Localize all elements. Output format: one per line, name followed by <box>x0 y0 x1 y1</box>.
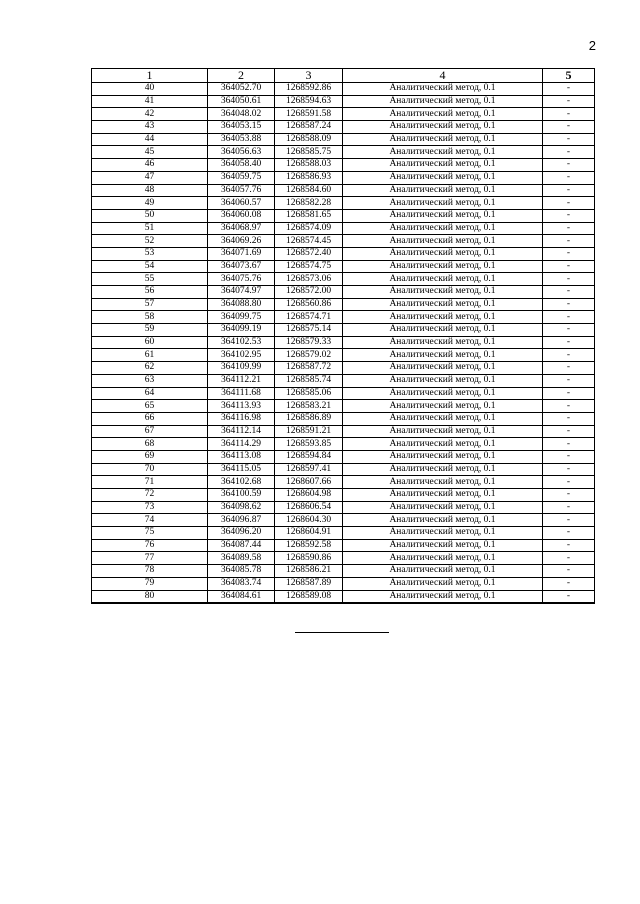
cell-point-number: 66 <box>92 412 208 425</box>
cell-y-coordinate: 1268593.85 <box>275 438 343 451</box>
table-body <box>92 83 595 604</box>
table-row <box>92 184 595 197</box>
end-of-document-line <box>295 632 389 633</box>
column-header-description: 5 <box>543 69 595 83</box>
cell-x-coordinate: 364084.61 <box>208 590 275 603</box>
table-row <box>92 552 595 565</box>
cell-method: Аналитический метод, 0.1 <box>343 133 543 146</box>
cell-y-coordinate: 1268587.89 <box>275 577 343 590</box>
cell-x-coordinate: 364050.61 <box>208 95 275 108</box>
cell-point-number: 70 <box>92 463 208 476</box>
cell-description: - <box>543 209 595 222</box>
table-row <box>92 387 595 400</box>
cell-method: Аналитический метод, 0.1 <box>343 552 543 565</box>
cell-point-number: 45 <box>92 146 208 159</box>
cell-description: - <box>543 83 595 96</box>
cell-method: Аналитический метод, 0.1 <box>343 349 543 362</box>
cell-y-coordinate: 1268588.09 <box>275 133 343 146</box>
cell-method: Аналитический метод, 0.1 <box>343 501 543 514</box>
cell-point-number: 64 <box>92 387 208 400</box>
cell-description: - <box>543 184 595 197</box>
cell-method: Аналитический метод, 0.1 <box>343 247 543 260</box>
cell-y-coordinate: 1268604.91 <box>275 527 343 540</box>
cell-y-coordinate: 1268579.33 <box>275 336 343 349</box>
cell-description: - <box>543 336 595 349</box>
cell-description: - <box>543 552 595 565</box>
cell-y-coordinate: 1268574.45 <box>275 235 343 248</box>
cell-x-coordinate: 364115.05 <box>208 463 275 476</box>
table-row <box>92 590 595 603</box>
cell-method: Аналитический метод, 0.1 <box>343 260 543 273</box>
coordinates-table <box>91 68 595 604</box>
cell-method: Аналитический метод, 0.1 <box>343 489 543 502</box>
cell-method: Аналитический метод, 0.1 <box>343 590 543 603</box>
cell-x-coordinate: 364071.69 <box>208 247 275 260</box>
cell-x-coordinate: 364057.76 <box>208 184 275 197</box>
cell-point-number: 76 <box>92 539 208 552</box>
cell-point-number: 57 <box>92 298 208 311</box>
table-row <box>92 539 595 552</box>
cell-description: - <box>543 108 595 121</box>
cell-method: Аналитический метод, 0.1 <box>343 400 543 413</box>
cell-point-number: 73 <box>92 501 208 514</box>
cell-y-coordinate: 1268604.30 <box>275 514 343 527</box>
cell-method: Аналитический метод, 0.1 <box>343 286 543 299</box>
cell-point-number: 62 <box>92 362 208 375</box>
cell-y-coordinate: 1268591.58 <box>275 108 343 121</box>
cell-y-coordinate: 1268586.93 <box>275 171 343 184</box>
cell-point-number: 56 <box>92 286 208 299</box>
cell-description: - <box>543 489 595 502</box>
cell-x-coordinate: 364048.02 <box>208 108 275 121</box>
cell-point-number: 77 <box>92 552 208 565</box>
table-row <box>92 438 595 451</box>
table-row <box>92 222 595 235</box>
cell-x-coordinate: 364074.97 <box>208 286 275 299</box>
cell-point-number: 65 <box>92 400 208 413</box>
cell-y-coordinate: 1268584.60 <box>275 184 343 197</box>
cell-description: - <box>543 222 595 235</box>
cell-description: - <box>543 400 595 413</box>
cell-description: - <box>543 438 595 451</box>
table-row <box>92 247 595 260</box>
cell-method: Аналитический метод, 0.1 <box>343 83 543 96</box>
cell-y-coordinate: 1268574.71 <box>275 311 343 324</box>
cell-description: - <box>543 286 595 299</box>
cell-description: - <box>543 235 595 248</box>
cell-y-coordinate: 1268560.86 <box>275 298 343 311</box>
table-row <box>92 260 595 273</box>
cell-point-number: 61 <box>92 349 208 362</box>
cell-x-coordinate: 364075.76 <box>208 273 275 286</box>
cell-y-coordinate: 1268583.21 <box>275 400 343 413</box>
cell-method: Аналитический метод, 0.1 <box>343 298 543 311</box>
cell-y-coordinate: 1268574.75 <box>275 260 343 273</box>
table-row <box>92 146 595 159</box>
table-row <box>92 108 595 121</box>
cell-x-coordinate: 364098.62 <box>208 501 275 514</box>
cell-method: Аналитический метод, 0.1 <box>343 425 543 438</box>
cell-description: - <box>543 450 595 463</box>
table-row <box>92 349 595 362</box>
cell-method: Аналитический метод, 0.1 <box>343 527 543 540</box>
cell-point-number: 49 <box>92 197 208 210</box>
table-row <box>92 501 595 514</box>
cell-description: - <box>543 159 595 172</box>
table-row <box>92 273 595 286</box>
cell-method: Аналитический метод, 0.1 <box>343 514 543 527</box>
cell-description: - <box>543 146 595 159</box>
cell-point-number: 80 <box>92 590 208 603</box>
table-row <box>92 577 595 590</box>
cell-point-number: 51 <box>92 222 208 235</box>
cell-x-coordinate: 364058.40 <box>208 159 275 172</box>
cell-y-coordinate: 1268606.54 <box>275 501 343 514</box>
cell-point-number: 42 <box>92 108 208 121</box>
cell-x-coordinate: 364060.57 <box>208 197 275 210</box>
column-header-method: 4 <box>343 69 543 83</box>
cell-description: - <box>543 311 595 324</box>
cell-x-coordinate: 364085.78 <box>208 565 275 578</box>
cell-method: Аналитический метод, 0.1 <box>343 146 543 159</box>
cell-x-coordinate: 364053.15 <box>208 121 275 134</box>
cell-description: - <box>543 565 595 578</box>
cell-method: Аналитический метод, 0.1 <box>343 273 543 286</box>
cell-method: Аналитический метод, 0.1 <box>343 565 543 578</box>
cell-point-number: 68 <box>92 438 208 451</box>
cell-point-number: 79 <box>92 577 208 590</box>
cell-y-coordinate: 1268572.40 <box>275 247 343 260</box>
cell-description: - <box>543 324 595 337</box>
cell-y-coordinate: 1268586.89 <box>275 412 343 425</box>
page-number: 2 <box>588 38 596 53</box>
table-row <box>92 565 595 578</box>
cell-point-number: 69 <box>92 450 208 463</box>
table-row <box>92 400 595 413</box>
cell-x-coordinate: 364088.80 <box>208 298 275 311</box>
table-row <box>92 514 595 527</box>
cell-description: - <box>543 374 595 387</box>
cell-point-number: 48 <box>92 184 208 197</box>
cell-x-coordinate: 364068.97 <box>208 222 275 235</box>
table-row <box>92 133 595 146</box>
table-row <box>92 298 595 311</box>
cell-y-coordinate: 1268581.65 <box>275 209 343 222</box>
table-row <box>92 450 595 463</box>
cell-method: Аналитический метод, 0.1 <box>343 171 543 184</box>
cell-method: Аналитический метод, 0.1 <box>343 463 543 476</box>
cell-y-coordinate: 1268587.72 <box>275 362 343 375</box>
cell-x-coordinate: 364052.70 <box>208 83 275 96</box>
cell-y-coordinate: 1268607.66 <box>275 476 343 489</box>
cell-x-coordinate: 364100.59 <box>208 489 275 502</box>
cell-description: - <box>543 387 595 400</box>
cell-y-coordinate: 1268574.09 <box>275 222 343 235</box>
table-row <box>92 159 595 172</box>
cell-x-coordinate: 364073.67 <box>208 260 275 273</box>
cell-point-number: 41 <box>92 95 208 108</box>
cell-point-number: 44 <box>92 133 208 146</box>
cell-description: - <box>543 260 595 273</box>
cell-point-number: 67 <box>92 425 208 438</box>
column-header-x: 2 <box>208 69 275 83</box>
cell-description: - <box>543 590 595 603</box>
table-row <box>92 121 595 134</box>
table-row <box>92 311 595 324</box>
cell-point-number: 60 <box>92 336 208 349</box>
cell-description: - <box>543 133 595 146</box>
cell-x-coordinate: 364087.44 <box>208 539 275 552</box>
cell-x-coordinate: 364060.08 <box>208 209 275 222</box>
column-header-point: 1 <box>92 69 208 83</box>
cell-x-coordinate: 364099.19 <box>208 324 275 337</box>
cell-method: Аналитический метод, 0.1 <box>343 235 543 248</box>
cell-y-coordinate: 1268586.21 <box>275 565 343 578</box>
cell-point-number: 75 <box>92 527 208 540</box>
cell-y-coordinate: 1268591.21 <box>275 425 343 438</box>
cell-x-coordinate: 364109.99 <box>208 362 275 375</box>
cell-method: Аналитический метод, 0.1 <box>343 476 543 489</box>
cell-point-number: 47 <box>92 171 208 184</box>
cell-method: Аналитический метод, 0.1 <box>343 209 543 222</box>
cell-y-coordinate: 1268587.24 <box>275 121 343 134</box>
cell-point-number: 46 <box>92 159 208 172</box>
cell-y-coordinate: 1268594.63 <box>275 95 343 108</box>
cell-point-number: 52 <box>92 235 208 248</box>
cell-point-number: 50 <box>92 209 208 222</box>
cell-description: - <box>543 527 595 540</box>
cell-method: Аналитический метод, 0.1 <box>343 362 543 375</box>
cell-x-coordinate: 364096.20 <box>208 527 275 540</box>
cell-point-number: 78 <box>92 565 208 578</box>
cell-method: Аналитический метод, 0.1 <box>343 577 543 590</box>
cell-y-coordinate: 1268572.00 <box>275 286 343 299</box>
cell-method: Аналитический метод, 0.1 <box>343 197 543 210</box>
cell-description: - <box>543 476 595 489</box>
cell-method: Аналитический метод, 0.1 <box>343 374 543 387</box>
cell-method: Аналитический метод, 0.1 <box>343 412 543 425</box>
cell-description: - <box>543 349 595 362</box>
cell-point-number: 58 <box>92 311 208 324</box>
cell-y-coordinate: 1268585.74 <box>275 374 343 387</box>
cell-x-coordinate: 364069.26 <box>208 235 275 248</box>
cell-method: Аналитический метод, 0.1 <box>343 95 543 108</box>
cell-y-coordinate: 1268575.14 <box>275 324 343 337</box>
table-row <box>92 374 595 387</box>
cell-x-coordinate: 364102.53 <box>208 336 275 349</box>
table-row <box>92 324 595 337</box>
cell-point-number: 63 <box>92 374 208 387</box>
table-row <box>92 336 595 349</box>
cell-y-coordinate: 1268579.02 <box>275 349 343 362</box>
cell-point-number: 53 <box>92 247 208 260</box>
cell-method: Аналитический метод, 0.1 <box>343 539 543 552</box>
cell-method: Аналитический метод, 0.1 <box>343 324 543 337</box>
cell-x-coordinate: 364113.08 <box>208 450 275 463</box>
column-header-y: 3 <box>275 69 343 83</box>
table-row <box>92 197 595 210</box>
cell-point-number: 71 <box>92 476 208 489</box>
cell-x-coordinate: 364053.88 <box>208 133 275 146</box>
cell-x-coordinate: 364099.75 <box>208 311 275 324</box>
cell-point-number: 43 <box>92 121 208 134</box>
cell-description: - <box>543 362 595 375</box>
cell-x-coordinate: 364102.68 <box>208 476 275 489</box>
cell-method: Аналитический метод, 0.1 <box>343 438 543 451</box>
cell-method: Аналитический метод, 0.1 <box>343 159 543 172</box>
cell-x-coordinate: 364113.93 <box>208 400 275 413</box>
cell-y-coordinate: 1268585.06 <box>275 387 343 400</box>
cell-description: - <box>543 463 595 476</box>
table-row <box>92 412 595 425</box>
cell-description: - <box>543 501 595 514</box>
cell-y-coordinate: 1268585.75 <box>275 146 343 159</box>
cell-point-number: 74 <box>92 514 208 527</box>
table-row <box>92 527 595 540</box>
cell-point-number: 40 <box>92 83 208 96</box>
table-row <box>92 209 595 222</box>
cell-description: - <box>543 539 595 552</box>
cell-method: Аналитический метод, 0.1 <box>343 387 543 400</box>
cell-description: - <box>543 514 595 527</box>
cell-x-coordinate: 364111.68 <box>208 387 275 400</box>
cell-x-coordinate: 364112.14 <box>208 425 275 438</box>
cell-description: - <box>543 247 595 260</box>
table-row <box>92 362 595 375</box>
cell-point-number: 59 <box>92 324 208 337</box>
cell-x-coordinate: 364112.21 <box>208 374 275 387</box>
cell-description: - <box>543 121 595 134</box>
table-row <box>92 171 595 184</box>
cell-x-coordinate: 364116.98 <box>208 412 275 425</box>
cell-point-number: 54 <box>92 260 208 273</box>
table-row <box>92 286 595 299</box>
cell-method: Аналитический метод, 0.1 <box>343 121 543 134</box>
cell-y-coordinate: 1268588.03 <box>275 159 343 172</box>
cell-x-coordinate: 364059.75 <box>208 171 275 184</box>
table-row <box>92 489 595 502</box>
cell-y-coordinate: 1268590.86 <box>275 552 343 565</box>
table-header-row <box>92 69 595 83</box>
cell-description: - <box>543 577 595 590</box>
cell-x-coordinate: 364056.63 <box>208 146 275 159</box>
table-row <box>92 95 595 108</box>
cell-x-coordinate: 364102.95 <box>208 349 275 362</box>
cell-y-coordinate: 1268582.28 <box>275 197 343 210</box>
cell-y-coordinate: 1268573.06 <box>275 273 343 286</box>
cell-method: Аналитический метод, 0.1 <box>343 336 543 349</box>
cell-method: Аналитический метод, 0.1 <box>343 108 543 121</box>
cell-y-coordinate: 1268592.86 <box>275 83 343 96</box>
cell-method: Аналитический метод, 0.1 <box>343 222 543 235</box>
cell-point-number: 55 <box>92 273 208 286</box>
table-row <box>92 425 595 438</box>
cell-description: - <box>543 273 595 286</box>
cell-method: Аналитический метод, 0.1 <box>343 450 543 463</box>
cell-description: - <box>543 171 595 184</box>
cell-description: - <box>543 197 595 210</box>
cell-description: - <box>543 298 595 311</box>
cell-y-coordinate: 1268592.58 <box>275 539 343 552</box>
cell-description: - <box>543 412 595 425</box>
cell-point-number: 72 <box>92 489 208 502</box>
table-row <box>92 83 595 96</box>
table-row <box>92 235 595 248</box>
cell-x-coordinate: 364089.58 <box>208 552 275 565</box>
cell-y-coordinate: 1268589.08 <box>275 590 343 603</box>
cell-x-coordinate: 364096.87 <box>208 514 275 527</box>
cell-y-coordinate: 1268604.98 <box>275 489 343 502</box>
table-row <box>92 463 595 476</box>
cell-x-coordinate: 364083.74 <box>208 577 275 590</box>
cell-description: - <box>543 95 595 108</box>
cell-x-coordinate: 364114.29 <box>208 438 275 451</box>
table-row <box>92 476 595 489</box>
cell-y-coordinate: 1268597.41 <box>275 463 343 476</box>
cell-description: - <box>543 425 595 438</box>
cell-method: Аналитический метод, 0.1 <box>343 184 543 197</box>
cell-method: Аналитический метод, 0.1 <box>343 311 543 324</box>
cell-y-coordinate: 1268594.84 <box>275 450 343 463</box>
